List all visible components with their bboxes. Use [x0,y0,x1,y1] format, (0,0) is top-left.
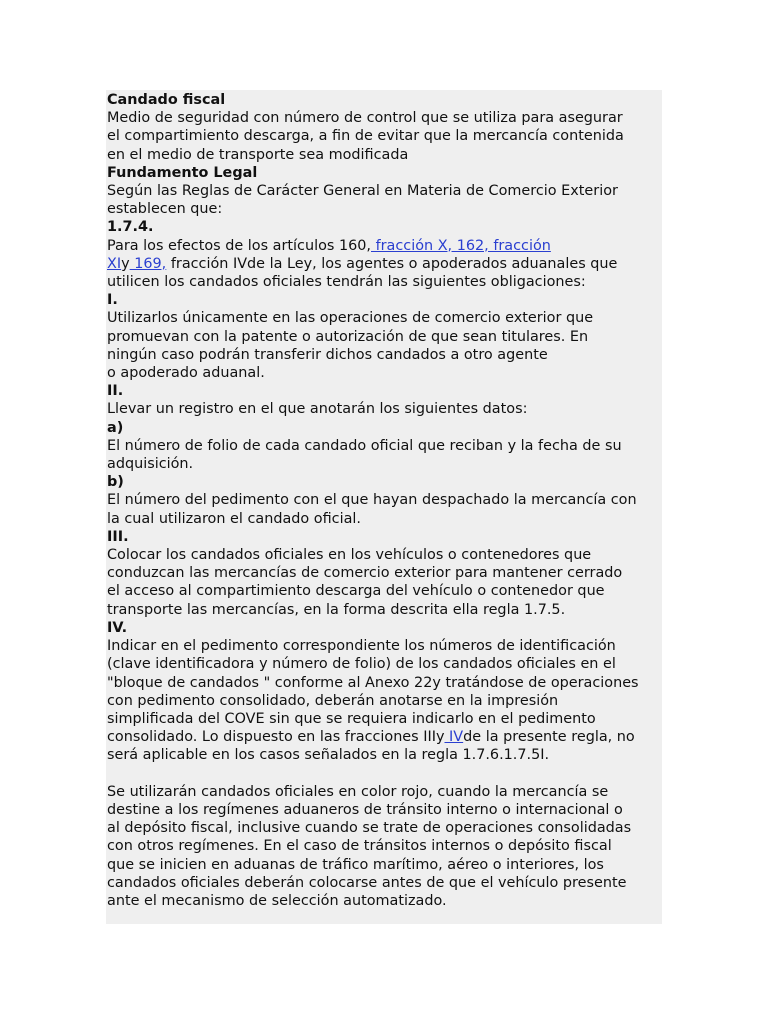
fundamento-heading: Fundamento Legal [107,164,258,181]
fraction-iii-heading: III. [107,528,129,545]
article-169-link[interactable]: 169, [129,255,167,272]
fraction-i-line: ningún caso podrán transferir dichos candados a otro agente [107,346,548,363]
definition-line: en el medio de transporte sea modificada [107,146,409,163]
rule-number: 1.7.4. [107,219,154,236]
item-b-line: El número del pedimento con el que hayan despachado la mercancía con [107,492,637,509]
definition-line: el compartimiento descarga, a fin de evitar que la mercancía contenida [107,128,624,145]
fundamento-line: Según las Reglas de Carácter General en Materia de Comercio Exterior [107,183,618,200]
final-paragraph-line: al depósito fiscal, inclusive cuando se trate de operaciones consolidadas [107,820,632,837]
paragraph-line [107,237,662,255]
final-paragraph-line: Se utilizarán candados oficiales en color rojo, cuando la mercancía se [107,783,609,800]
paragraph-spacer [107,765,662,783]
fundamento-line: establecen que: [107,201,223,218]
paragraph-text: fracción IVde la Ley, los agentes o apoderados aduanales que [166,255,618,272]
final-paragraph-line: que se inicien en aduanas de tráfico marítimo, aéreo o interiores, los [107,856,604,873]
fraction-i-heading: I. [107,292,118,309]
document-text-block [106,90,662,924]
fraction-iii-line: transporte las mercancías, en la forma descrita ella regla 1.7.5. [107,601,566,618]
fraction-iv-line: con pedimento consolidado, deberán anotarse en la impresión [107,692,559,709]
fraction-i-line: promuevan con la patente o autorización de que sean titulares. En [107,328,589,345]
fraction-iv-link[interactable]: IV [444,729,464,746]
fraction-i-line: o apoderado aduanal. [107,365,265,382]
fraction-iii-line: Colocar los candados oficiales en los vehículos o contenedores que [107,547,592,564]
final-paragraph-line: con otros regímenes. En el caso de tránsitos internos o depósito fiscal [107,838,612,855]
fraction-iv-text: de la presente regla, no [463,729,635,746]
final-paragraph-line: ante el mecanismo de selección automatizado. [107,892,447,909]
item-a-line: El número de folio de cada candado oficial que reciban y la fecha de su [107,437,622,454]
fraction-iv-line: (clave identificadora y número de folio) de los candados oficiales en el [107,656,616,673]
section-title: Candado fiscal [107,92,226,108]
item-a-line: adquisición. [107,456,194,473]
paragraph-text: Para los efectos de los artículos 160, [107,237,371,254]
fraction-iii-line: conduzcan las mercancías de comercio exterior para mantener cerrado [107,565,623,582]
fraccion-xi-link[interactable]: XI [107,255,122,272]
fraction-iv-line: Indicar en el pedimento correspondiente los números de identificación [107,638,616,655]
item-b-line: la cual utilizaron el candado oficial. [107,510,361,527]
definition-line: Medio de seguridad con número de control que se utiliza para asegurar [107,110,623,127]
fraction-iv-line: será aplicable en los casos señalados en la regla 1.7.6.1.7.5I. [107,747,550,764]
item-b-heading: b) [107,474,124,491]
final-paragraph-line: candados oficiales deberán colocarse antes de que el vehículo presente [107,874,627,891]
fraction-ii-heading: II. [107,383,124,400]
paragraph-line [107,255,662,273]
fraction-iv-heading: IV. [107,619,128,636]
item-a-heading: a) [107,419,124,436]
final-paragraph-line: destine a los regímenes aduaneros de tránsito interno o internacional o [107,801,623,818]
fraction-iv-text: consolidado. Lo dispuesto en las fracciones IIIy [107,729,445,746]
fraction-iv-line: "bloque de candados " conforme al Anexo 22y tratándose de operaciones [107,674,639,691]
fraction-iv-line [107,728,662,746]
fraction-ii-line: Llevar un registro en el que anotarán los siguientes datos: [107,401,528,418]
fraction-iv-line: simplificada del COVE sin que se requiera indicarlo en el pedimento [107,710,596,727]
article-link[interactable]: fracción X, 162, fracción [371,237,551,254]
paragraph-line: utilicen los candados oficiales tendrán las siguientes obligaciones: [107,274,586,291]
fraction-iii-line: el acceso al compartimiento descarga del vehículo o contenedor que [107,583,605,600]
fraction-i-line: Utilizarlos únicamente en las operaciones de comercio exterior que [107,310,594,327]
paragraph-text: y [121,255,130,272]
